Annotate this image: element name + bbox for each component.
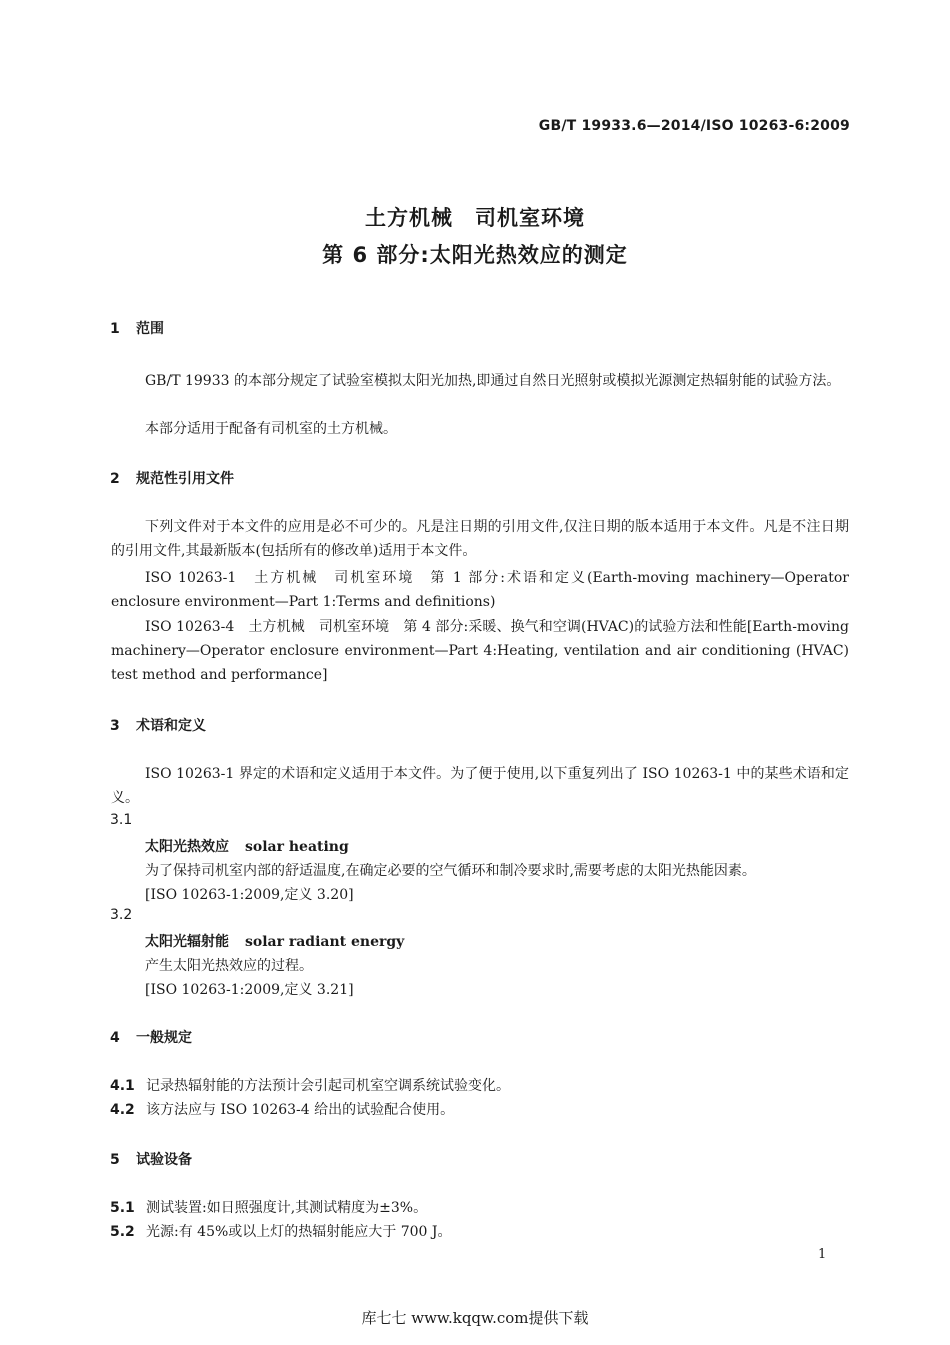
clause-4-1 — [110, 1075, 510, 1095]
page-number: 1 — [818, 1247, 827, 1262]
clause-5-2 — [110, 1221, 452, 1241]
clause-4-2 — [110, 1099, 454, 1119]
section-number: 3 — [110, 718, 120, 734]
download-footer: 库七七 www.kqqw.com提供下载 — [361, 1309, 589, 1327]
section-title: 术语和定义 — [136, 718, 206, 734]
term-source: [ISO 10263-1:2009,定义 3.21] — [145, 982, 354, 998]
term-heading — [145, 931, 404, 951]
clause-number: 5.2 — [110, 1224, 135, 1240]
section-number: 1 — [110, 321, 120, 337]
clause-number: 4.1 — [110, 1078, 135, 1094]
section-number: 4 — [110, 1030, 120, 1046]
clause-text: 该方法应与 ISO 10263-4 给出的试验配合使用。 — [146, 1102, 455, 1118]
term-definition: 为了保持司机室内部的舒适温度,在确定必要的空气循环和制冷要求时,需要考虑的太阳光热能因素。 — [145, 863, 756, 879]
section-number: 5 — [110, 1152, 120, 1168]
clause-number: 4.2 — [110, 1102, 135, 1118]
section-number: 2 — [110, 471, 120, 487]
term-english: solar heating — [245, 839, 349, 855]
document-title-line1: 土方机械 司机室环境 — [365, 206, 585, 230]
clause-5-1 — [110, 1197, 427, 1217]
term-chinese: 太阳光辐射能 — [145, 934, 229, 950]
section-3-heading — [110, 715, 206, 735]
section-5-heading — [110, 1149, 192, 1169]
term-definition: 产生太阳光热效应的过程。 — [145, 958, 313, 974]
section-4-heading — [110, 1027, 192, 1047]
section-1-heading — [110, 318, 164, 338]
standard-code: GB/T 19933.6—2014/ISO 10263-6:2009 — [538, 118, 850, 134]
term-number: 3.1 — [110, 812, 133, 828]
section-title: 试验设备 — [136, 1152, 192, 1168]
section-2-paragraph-1: 下列文件对于本文件的应用是必不可少的。凡是注日期的引用文件,仅注日期的版本适用于本文件。凡是不注日期的引用文件,其最新版本(包括所有的修改单)适用于本文件。 — [111, 519, 849, 559]
clause-number: 5.1 — [110, 1200, 135, 1216]
document-title-line2: 第 6 部分:太阳光热效应的测定 — [322, 243, 628, 267]
term-english: solar radiant energy — [245, 934, 405, 950]
section-1-paragraph-2: 本部分适用于配备有司机室的土方机械。 — [145, 421, 397, 437]
section-3-paragraph-1: ISO 10263-1 界定的术语和定义适用于本文件。为了便于使用,以下重复列出了 ISO 10263-1 中的某些术语和定义。 — [111, 766, 849, 806]
normative-reference-1: ISO 10263-1 土方机械 司机室环境 第 1 部分:术语和定义(Earth-moving machinery—Operator enclosure environment—Part 1:Terms and definitions) — [111, 570, 849, 610]
section-1-paragraph-1: GB/T 19933 的本部分规定了试验室模拟太阳光加热,即通过自然日光照射或模拟光源测定热辐射能的试验方法。 — [145, 373, 841, 389]
section-title: 范围 — [136, 321, 164, 337]
clause-text: 记录热辐射能的方法预计会引起司机室空调系统试验变化。 — [146, 1078, 510, 1094]
clause-text: 光源:有 45%或以上灯的热辐射能应大于 700 J。 — [146, 1224, 452, 1240]
term-number: 3.2 — [110, 907, 133, 923]
normative-reference-2: ISO 10263-4 土方机械 司机室环境 第 4 部分:采暖、换气和空调(HVAC)的试验方法和性能[Earth-moving machinery—Operator enclosure environment—Part 4:Heating, ventilation and air conditioning (HVAC) test method and performance] — [111, 619, 849, 683]
term-chinese: 太阳光热效应 — [145, 839, 229, 855]
section-title: 规范性引用文件 — [136, 471, 234, 487]
term-heading — [145, 836, 349, 856]
clause-text: 测试装置:如日照强度计,其测试精度为±3%。 — [146, 1200, 428, 1216]
section-title: 一般规定 — [136, 1030, 192, 1046]
term-source: [ISO 10263-1:2009,定义 3.20] — [145, 887, 354, 903]
section-2-heading — [110, 468, 234, 488]
